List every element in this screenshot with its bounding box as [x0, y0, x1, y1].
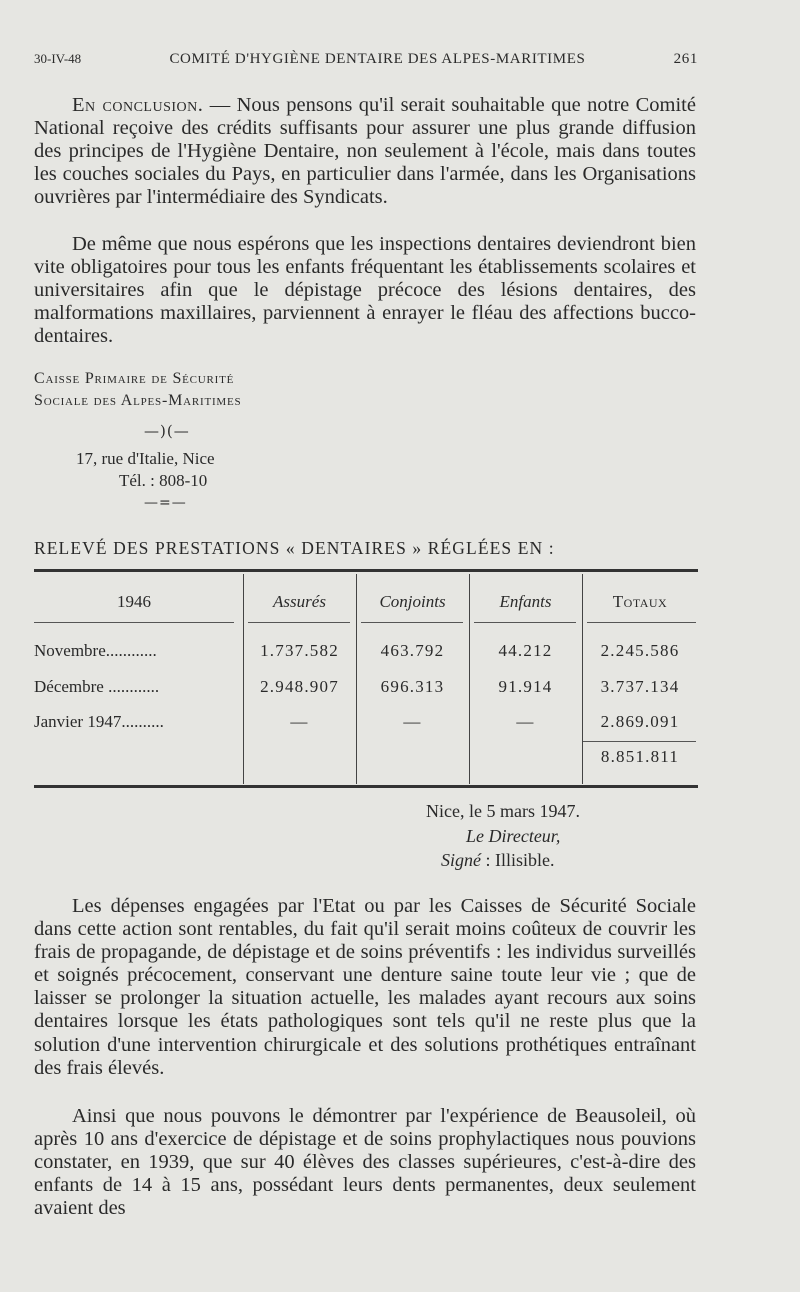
cell-enfants: 91.914 [498, 677, 553, 696]
table-header-rule [361, 622, 463, 623]
paragraph-conclusion [34, 94, 696, 209]
cell-conjoints: 463.792 [380, 641, 445, 660]
table-header-rule [248, 622, 350, 623]
cell-assures: — [290, 712, 309, 731]
address-phone: Tél. : 808-10 [119, 471, 208, 490]
header-title: COMITÉ D'HYGIÈNE DENTAIRE DES ALPES-MARITIMES [169, 51, 586, 67]
column-header-conjoints: Conjoints [379, 592, 446, 611]
cell-assures: 1.737.582 [260, 641, 339, 660]
caisse-line-1: Caisse Primaire de Sécurité [34, 370, 235, 387]
cell-conjoints: 696.313 [380, 677, 445, 696]
cell-totaux: 2.869.091 [600, 712, 680, 731]
address-street: 17, rue d'Italie, Nice [76, 449, 215, 468]
signature-line [441, 850, 555, 871]
conclusion-lead: En conclusion. [72, 94, 204, 116]
cell-totaux: 2.245.586 [600, 641, 680, 660]
cell-conjoints: — [403, 712, 422, 731]
signature-role: Le Directeur, [466, 826, 561, 846]
cell-assures: 2.948.907 [260, 677, 339, 696]
ornament-divider-1: —)(— [144, 422, 190, 440]
header-date: 30-IV-48 [34, 51, 82, 66]
table-top-rule [34, 569, 698, 572]
column-header-enfants: Enfants [499, 592, 552, 611]
table-header-rule [587, 622, 696, 623]
total-sum-rule [583, 741, 696, 742]
row-label: Novembre............ [34, 641, 157, 660]
signature-value: : Illisible. [481, 850, 555, 870]
paragraph-inspections: De même que nous espérons que les inspections dentaires deviendront bien vite obligatoires pour tous les enfants fréquentant les établissements scolaires et universitaires afin que le dépistage précoce des lésions dentaires, des malformations maxillaires, parviennent à enrayer le fléau des affections bucco-dentaires. [34, 233, 696, 348]
signature-label: Signé [441, 850, 481, 870]
row-label: Janvier 1947.......... [34, 712, 164, 731]
column-header-year: 1946 [117, 592, 151, 611]
grand-total: 8.851.811 [600, 747, 680, 766]
table-title: RELEVÉ DES PRESTATIONS « DENTAIRES » RÉGLÉES EN : [34, 538, 555, 558]
column-header-totaux: Totaux [612, 592, 668, 611]
row-label: Décembre ............ [34, 677, 160, 696]
conclusion-body: — Nous pensons qu'il serait souhaitable que notre Comité National reçoive des crédits suffisants pour assurer une plus grande diffusion des principes de l'Hygiène Dentaire, non seulement à l'école, mais dans toutes les couches sociales du Pays, en particulier dans l'armée, dans les Organisations ouvrières par l'intermédiaire des Syndicats. [34, 94, 696, 209]
table-header-rule [474, 622, 576, 623]
caisse-line-2: Sociale des Alpes-Maritimes [34, 392, 242, 409]
cell-enfants: 44.212 [498, 641, 553, 660]
ornament-divider-2: —=— [144, 495, 187, 511]
signature-place-date: Nice, le 5 mars 1947. [426, 801, 580, 821]
caisse-address [76, 448, 215, 492]
paragraph-depenses: Les dépenses engagées par l'Etat ou par les Caisses de Sécurité Sociale dans cette action sont rentables, du fait qu'il serait moins coûteux de couvrir les frais de propagande, de dépistage et de soins préventifs : les individus surveillés et soignés précocement, conservant une denture saine toute leur vie ; que de laisser se prolonger la situation actuelle, les malades ayant recours aux soins dentaires lorsque les états pathologiques sont tels qu'il ne reste plus que la solution d'une intervention chirurgicale et des solutions prothétiques entraînant des frais élevés. [34, 895, 696, 1079]
table-header-rule [34, 622, 234, 623]
page-number: 261 [673, 51, 698, 67]
running-header [34, 51, 698, 68]
cell-enfants: — [516, 712, 535, 731]
paragraph-beausoleil: Ainsi que nous pouvons le démontrer par l'expérience de Beausoleil, où après 10 ans d'exercice de dépistage et de soins prophylactiques nous pouvions constater, en 1939, que sur 40 élèves des classes supérieures, c'est-à-dire des enfants de 14 à 15 ans, possédant leurs dents permanentes, deux seulement avaient des [34, 1105, 696, 1220]
column-header-assures: Assurés [273, 592, 326, 611]
caisse-heading [34, 368, 241, 412]
table-bottom-rule [34, 785, 698, 788]
cell-totaux: 3.737.134 [600, 677, 680, 696]
